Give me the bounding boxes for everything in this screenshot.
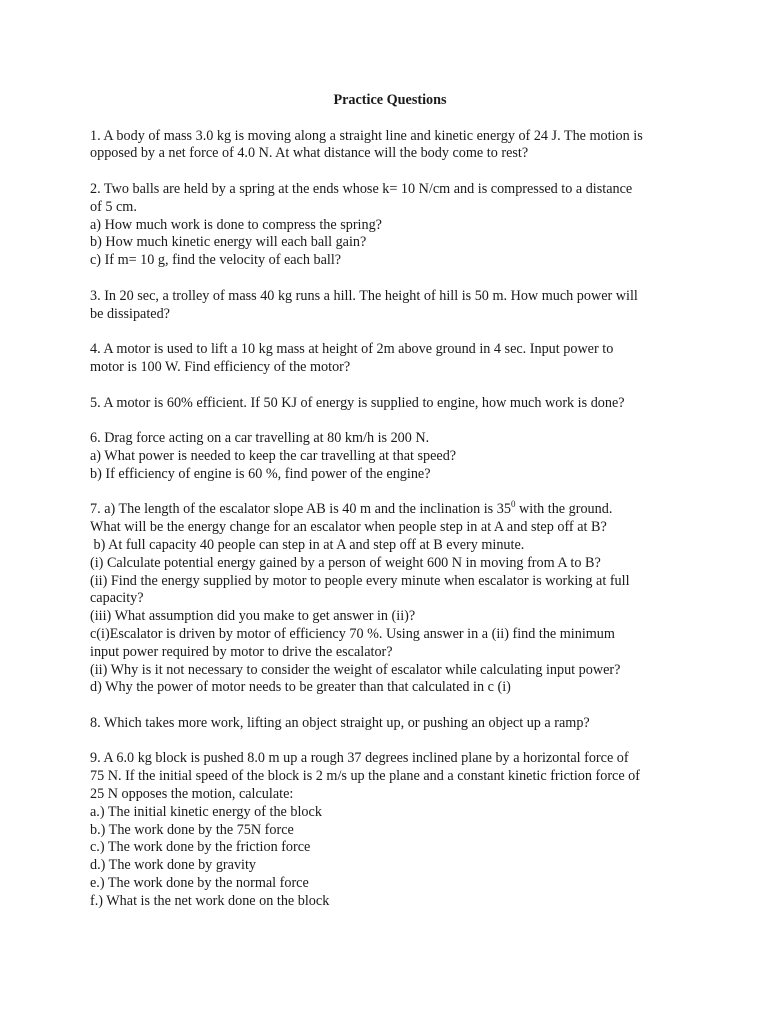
question-8 — [90, 715, 690, 733]
question-line: c.) The work done by the friction force — [90, 839, 311, 856]
question-line: c) If m= 10 g, find the velocity of each ball? — [90, 252, 342, 269]
question-line: 75 N. If the initial speed of the block is 2 m/s up the plane and a constant kinetic friction force of — [90, 768, 641, 785]
question-4 — [90, 341, 690, 377]
question-line: a.) The initial kinetic energy of the block — [90, 803, 322, 820]
question-line: of 5 cm. — [90, 198, 137, 215]
question-line: 3. In 20 sec, a trolley of mass 40 kg runs a hill. The height of hill is 50 m. How much power will — [90, 287, 638, 304]
question-5 — [90, 395, 690, 413]
question-3 — [90, 288, 690, 324]
question-line: (ii) Find the energy supplied by motor to people every minute when escalator is working at full — [90, 572, 630, 589]
question-line: b) How much kinetic energy will each ball gain? — [90, 234, 367, 251]
question-line: motor is 100 W. Find efficiency of the motor? — [90, 358, 351, 375]
question-line: opposed by a net force of 4.0 N. At what distance will the body come to rest? — [90, 145, 529, 162]
question-7-first-line-pre: 7. a) The length of the escalator slope AB is 40 m and the inclination is 35 — [90, 501, 511, 518]
question-line: capacity? — [90, 590, 144, 607]
question-line: (iii) What assumption did you make to get answer in (ii)? — [90, 608, 416, 625]
question-line: b.) The work done by the 75N force — [90, 821, 294, 838]
question-line: b) At full capacity 40 people can step in at A and step off at B every minute. — [90, 536, 525, 553]
question-line: e.) The work done by the normal force — [90, 875, 309, 892]
question-line: be dissipated? — [90, 305, 170, 322]
question-line: d) Why the power of motor needs to be greater than that calculated in c (i) — [90, 679, 511, 696]
question-line: 4. A motor is used to lift a 10 kg mass at height of 2m above ground in 4 sec. Input power to — [90, 341, 614, 358]
question-line: f.) What is the net work done on the block — [90, 892, 330, 909]
document-page — [90, 92, 690, 928]
degree-superscript: 0 — [510, 499, 516, 510]
page-title: Practice Questions — [333, 92, 447, 108]
question-line: d.) The work done by gravity — [90, 857, 257, 874]
question-line: 6. Drag force acting on a car travelling at 80 km/h is 200 N. — [90, 430, 430, 447]
question-1 — [90, 128, 690, 164]
question-line — [90, 501, 690, 519]
question-line: b) If efficiency of engine is 60 %, find power of the engine? — [90, 465, 431, 482]
question-9 — [90, 750, 690, 910]
question-line: c(i)Escalator is driven by motor of efficiency 70 %. Using answer in a (ii) find the minimum — [90, 625, 615, 642]
question-line: input power required by motor to drive the escalator? — [90, 643, 393, 660]
question-line: 25 N opposes the motion, calculate: — [90, 786, 294, 803]
question-6 — [90, 430, 690, 483]
question-line: a) What power is needed to keep the car travelling at that speed? — [90, 447, 457, 464]
question-7-first-line-post: with the ground. — [515, 501, 613, 518]
question-2 — [90, 181, 690, 270]
question-line: What will be the energy change for an escalator when people step in at A and step off at B? — [90, 519, 607, 536]
question-line: 9. A 6.0 kg block is pushed 8.0 m up a rough 37 degrees inclined plane by a horizontal force of — [90, 750, 629, 767]
question-line: 2. Two balls are held by a spring at the ends whose k= 10 N/cm and is compressed to a distance — [90, 180, 633, 197]
question-line: a) How much work is done to compress the spring? — [90, 216, 382, 233]
question-line: 8. Which takes more work, lifting an object straight up, or pushing an object up a ramp? — [90, 714, 590, 731]
question-line: 5. A motor is 60% efficient. If 50 KJ of energy is supplied to engine, how much work is done? — [90, 394, 625, 411]
question-line: (i) Calculate potential energy gained by a person of weight 600 N in moving from A to B? — [90, 554, 601, 571]
question-7 — [90, 501, 690, 697]
question-line: (ii) Why is it not necessary to consider the weight of escalator while calculating input power? — [90, 661, 621, 678]
question-line: 1. A body of mass 3.0 kg is moving along a straight line and kinetic energy of 24 J. The motion is — [90, 127, 643, 144]
